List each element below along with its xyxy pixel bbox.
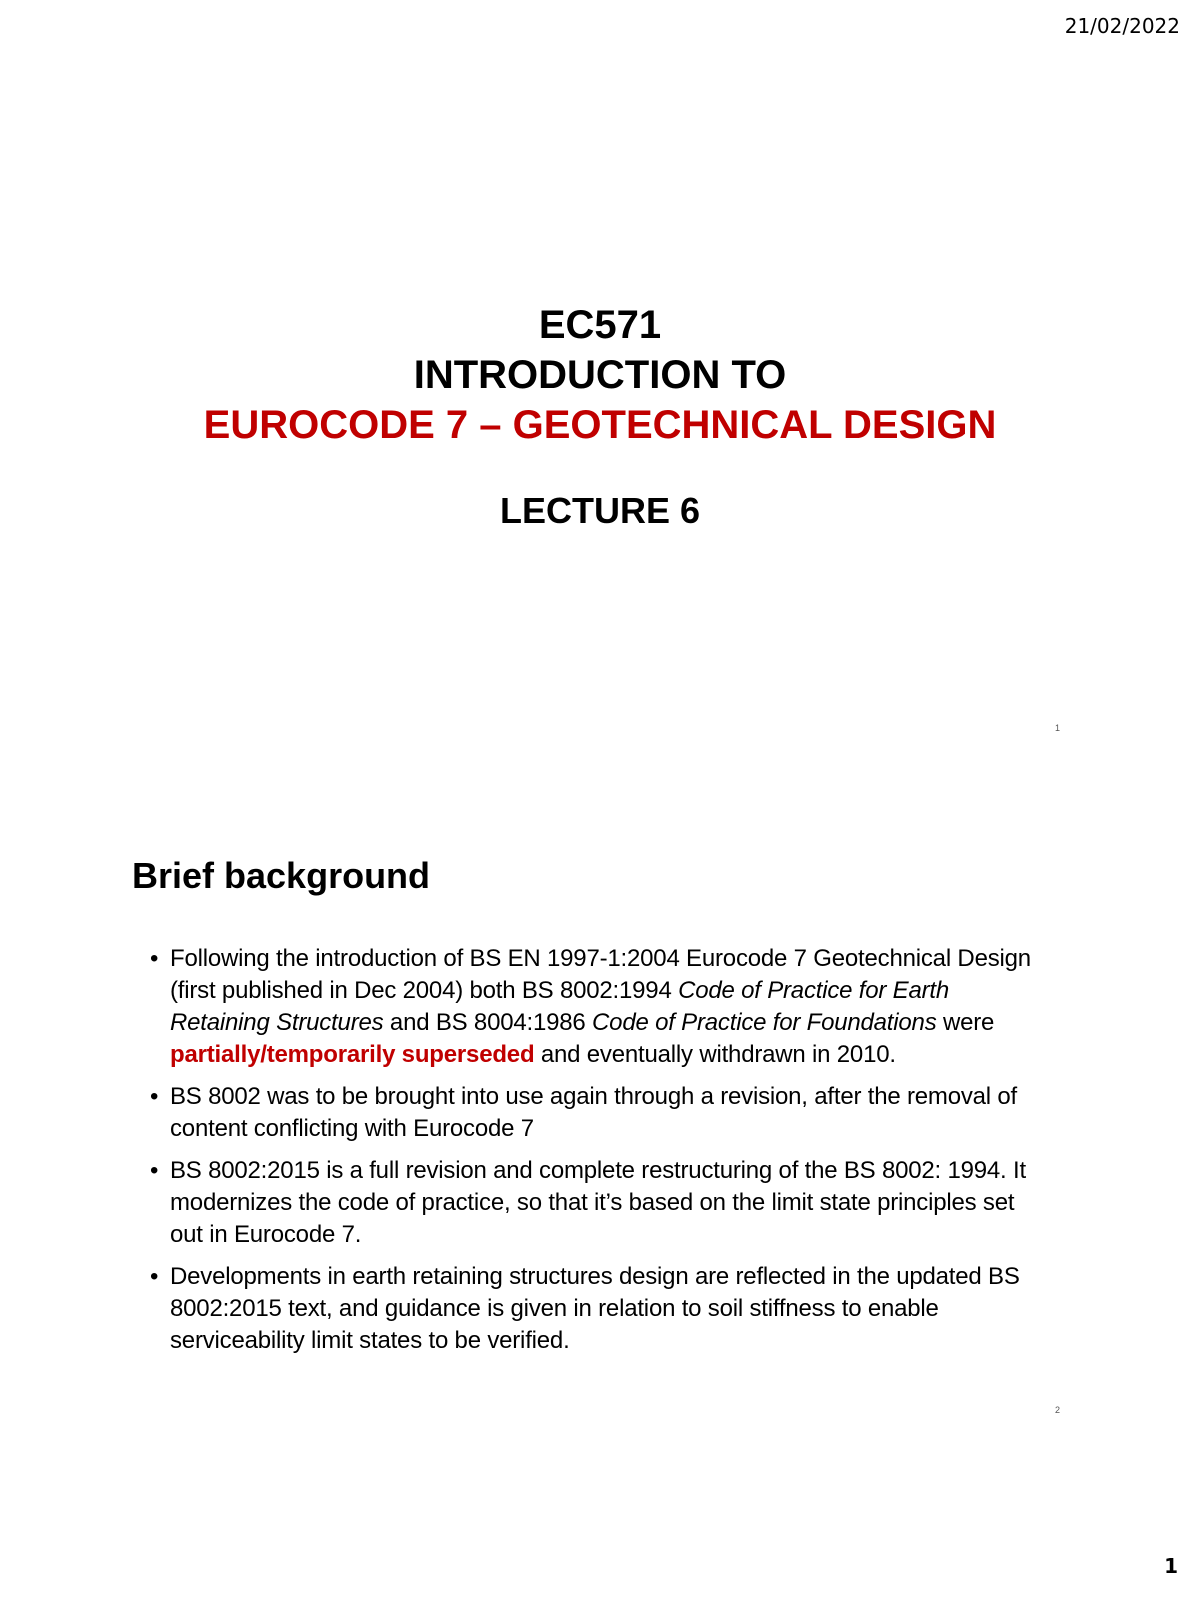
slide-number: 1 <box>1054 723 1060 733</box>
bullet-item <box>150 1261 1050 1357</box>
course-code: EC571 <box>538 303 662 347</box>
page-date: 21/02/2022 <box>1064 14 1180 38</box>
bullet-text: Following the introduction of BS EN 1997-1:2004 Eurocode 7 Geotechnical Design (first published in Dec 2004) both BS 8002:1994 <box>170 945 1031 1004</box>
bullet-text: BS 8002:2015 is a full revision and complete restructuring of the BS 8002: 1994. It modernizes the code of practice, so that it’s based on the limit state principles set out in Eurocode 7. <box>170 1157 1026 1248</box>
title-block <box>0 300 1200 536</box>
bullet-text: Developments in earth retaining structures design are reflected in the updated BS 8002:2015 text, and guidance is given in relation to soil stiffness to enable serviceability limit states to be verified. <box>170 1263 1020 1354</box>
slide-heading: Brief background <box>132 855 431 896</box>
bullet-text: BS 8002 was to be brought into use again through a revision, after the removal of content conflicting with Eurocode 7 <box>170 1083 1018 1142</box>
bullet-item <box>150 1081 1050 1145</box>
bullet-italic: Code of Practice for Earth Retaining Structures <box>170 977 950 1036</box>
bullet-italic: Code of Practice for Foundations <box>592 1009 937 1036</box>
page-number: 1 <box>1164 1554 1178 1578</box>
lecture-label: LECTURE 6 <box>499 490 701 531</box>
bullet-dot: • <box>150 945 159 972</box>
title-intro: INTRODUCTION TO <box>413 353 787 397</box>
bullet-text: were <box>936 1009 995 1036</box>
bullet-item <box>150 1155 1050 1251</box>
slide-1 <box>0 300 1200 740</box>
bullet-dot: • <box>150 1263 159 1290</box>
bullet-item <box>150 943 1050 1071</box>
bullet-text: and BS 8004:1986 <box>383 1009 593 1036</box>
bullet-list <box>150 943 1050 1367</box>
bullet-dot: • <box>150 1157 159 1184</box>
bullet-dot: • <box>150 1083 159 1110</box>
bullet-text: and eventually withdrawn in 2010. <box>534 1041 896 1068</box>
bullet-highlight: partially/temporarily superseded <box>170 1041 535 1068</box>
slide-number: 2 <box>1054 1405 1060 1415</box>
title-subject: EUROCODE 7 – GEOTECHNICAL DESIGN <box>203 403 997 447</box>
slide-2 <box>0 855 1200 1435</box>
